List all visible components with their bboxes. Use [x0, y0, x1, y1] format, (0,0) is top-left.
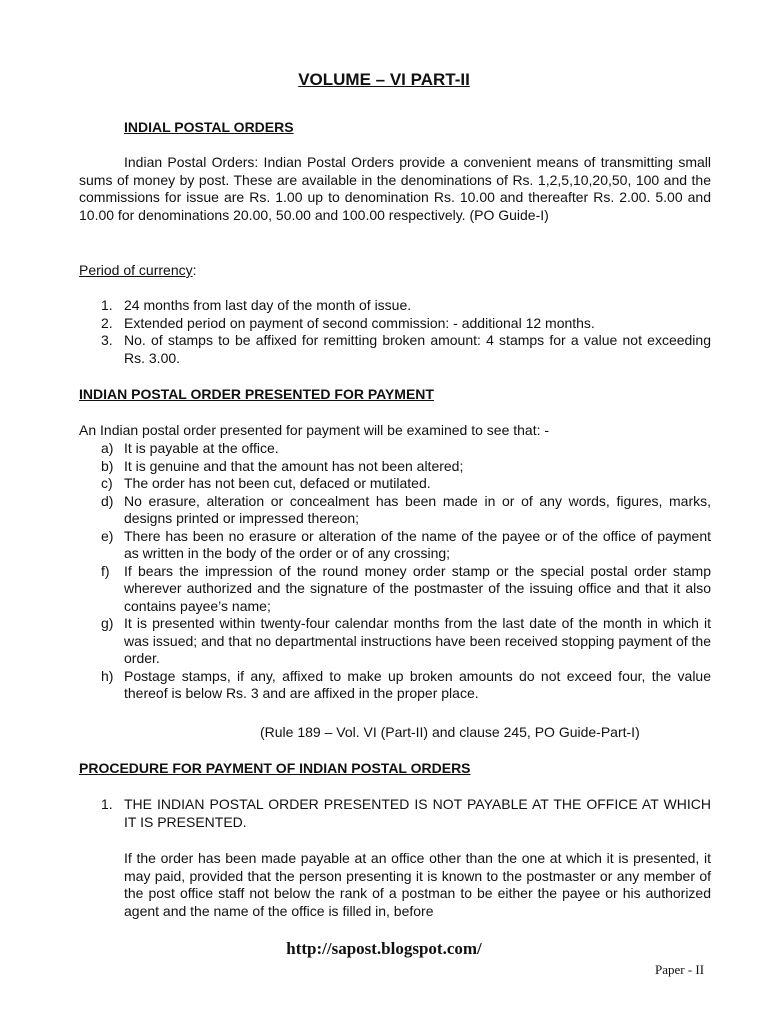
list-number: 2. [101, 314, 113, 331]
list-text: It is presented within twenty-four calendar months from the last date of the month in which it was issued; and that no departmental instructions have been received stopping payment of the order. [124, 615, 711, 666]
footer-paper-label: Paper - II [655, 962, 705, 977]
currency-list [79, 297, 711, 367]
list-text: Postage stamps, if any, affixed to make up broken amounts do not exceed four, the value thereof is below Rs. 3 and are affixed in the proper place. [124, 667, 711, 701]
list-text: No. of stamps to be affixed for remitting broken amount: 4 stamps for a value not exceeding Rs. 3.00. [124, 332, 711, 366]
list-item [79, 796, 711, 831]
list-item [79, 297, 711, 315]
list-text: No erasure, alteration or concealment has been made in or of any words, figures, marks, designs printed or impressed thereon; [124, 492, 711, 526]
procedure-paragraph: If the order has been made payable at an office other than the one at which it is presented, it may paid, provided that the person presenting it is known to the postmaster or any member of the post office staff not below the rank of a postman to be either the payee or his authorized agent and the name of the office is filled in, before [124, 850, 711, 919]
examination-list [79, 440, 711, 703]
list-letter: d) [101, 492, 114, 509]
list-text: Extended period on payment of second commission: - additional 12 months. [124, 314, 595, 331]
list-item [79, 615, 711, 668]
page-title: VOLUME – VI PART-II [298, 70, 470, 89]
section-heading-presented-for-payment: INDIAN POSTAL ORDER PRESENTED FOR PAYMENT [79, 386, 434, 402]
list-text: It is genuine and that the amount has not been altered; [124, 457, 464, 474]
footer-url: http://sapost.blogspot.com/ [286, 939, 482, 958]
list-item [79, 528, 711, 563]
list-item [79, 458, 711, 476]
list-text: If bears the impression of the round money order stamp or the special postal order stamp wherever authorized and the signature of the postmaster of the issuing office and that it also contains payee’s name; [124, 562, 711, 614]
list-item [79, 668, 711, 703]
list-text: 24 months from last day of the month of issue. [124, 297, 412, 313]
list-text: THE INDIAN POSTAL ORDER PRESENTED IS NOT PAYABLE AT THE OFFICE AT WHICH IT IS PRESENTED. [124, 796, 711, 830]
list-letter: e) [101, 527, 114, 544]
list-number: 3. [101, 332, 113, 348]
list-item [79, 315, 711, 333]
list-item [79, 440, 711, 458]
list-item [79, 493, 711, 528]
list-letter: f) [101, 562, 110, 579]
intro-paragraph: Indian Postal Orders: Indian Postal Orders provide a convenient means of transmitting small sums of money by post. These are available in the denominations of Rs. 1,2,5,10,20,50, 100 and the commissions for issue are Rs. 1.00 up to denomination Rs. 10.00 and thereafter Rs. 2.00. 5.00 and 10.00 for denominations 20.00, 50.00 and 100.00 respectively. (PO Guide-I) [79, 154, 711, 223]
list-item [79, 563, 711, 616]
list-number: 1. [101, 796, 113, 812]
list-text: The order has not been cut, defaced or mutilated. [124, 475, 431, 491]
examination-intro: An Indian postal order presented for payment will be examined to see that: - [79, 422, 550, 438]
list-item [79, 475, 711, 493]
list-letter: b) [101, 457, 114, 474]
list-letter: h) [101, 667, 114, 684]
list-item [79, 332, 711, 367]
list-text: It is payable at the office. [124, 440, 279, 456]
list-letter: g) [101, 615, 114, 631]
rule-reference: (Rule 189 – Vol. VI (Part-II) and clause 245, PO Guide-Part-I) [260, 724, 640, 740]
period-of-currency-label: Period of currency [79, 262, 193, 278]
list-letter: a) [101, 440, 114, 456]
period-of-currency-heading: Period of currency: [79, 262, 197, 278]
procedure-list [79, 796, 711, 831]
list-letter: c) [101, 475, 113, 491]
list-number: 1. [101, 297, 113, 313]
list-text: There has been no erasure or alteration of the name of the payee or of the office of payment as written in the body of the order or of any crossing; [124, 527, 711, 561]
section-heading-indial-postal-orders: INDIAL POSTAL ORDERS [124, 119, 294, 135]
section-heading-procedure: PROCEDURE FOR PAYMENT OF INDIAN POSTAL ORDERS [79, 760, 471, 776]
